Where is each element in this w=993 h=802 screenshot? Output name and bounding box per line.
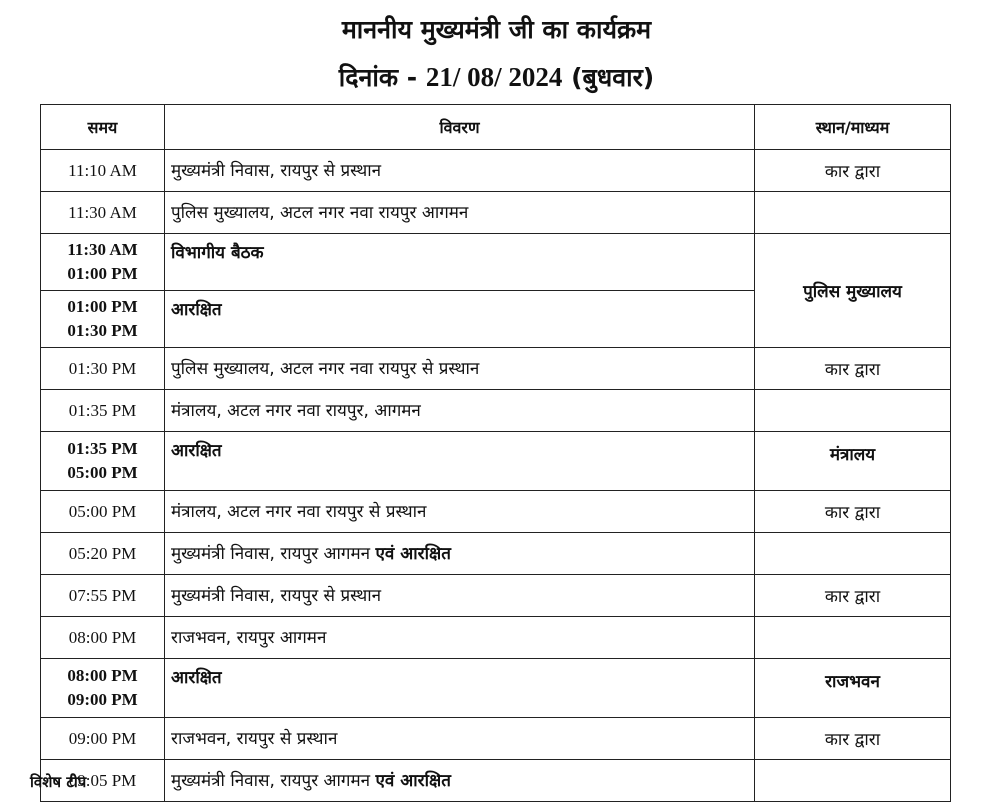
row-time: 09:00 PM <box>41 718 165 760</box>
row-place: कार द्वारा <box>755 150 951 192</box>
time-to: 05:00 PM <box>67 463 138 482</box>
table-row <box>41 432 951 491</box>
desc-text: मुख्यमंत्री निवास, रायपुर आगमन <box>171 770 371 791</box>
row-desc: आरक्षित <box>165 291 755 348</box>
time-from: 01:35 PM <box>67 439 138 458</box>
header-place: स्थान/माध्यम <box>755 105 951 150</box>
row-time: 05:20 PM <box>41 533 165 575</box>
row-time: 01:30 PM <box>41 348 165 390</box>
date-separator: - <box>406 63 418 92</box>
row-desc: विभागीय बैठक <box>165 234 755 291</box>
row-place: पुलिस मुख्यालय <box>755 234 951 348</box>
table-row <box>41 234 951 291</box>
row-place: कार द्वारा <box>755 491 951 533</box>
row-place: कार द्वारा <box>755 718 951 760</box>
row-time: 08:00 PM <box>41 617 165 659</box>
row-time-range <box>41 659 165 718</box>
schedule-title: माननीय मुख्यमंत्री जी का कार्यक्रम <box>341 15 652 44</box>
row-place <box>755 617 951 659</box>
table-row <box>41 390 951 432</box>
table-row <box>41 192 951 234</box>
table-row <box>41 348 951 390</box>
row-place: कार द्वारा <box>755 348 951 390</box>
row-time: 05:00 PM <box>41 491 165 533</box>
time-from: 08:00 PM <box>67 666 138 685</box>
row-place: राजभवन <box>755 659 951 718</box>
row-time: 09:05 PM <box>41 760 165 802</box>
row-desc <box>165 760 755 802</box>
table-row <box>41 718 951 760</box>
row-place <box>755 192 951 234</box>
table-row <box>41 150 951 192</box>
row-time: 11:30 AM <box>41 192 165 234</box>
table-row <box>41 575 951 617</box>
date-label: दिनांक <box>338 63 399 92</box>
row-place <box>755 760 951 802</box>
time-from: 11:30 AM <box>67 240 138 259</box>
row-time-range <box>41 432 165 491</box>
table-row <box>41 659 951 718</box>
row-desc <box>165 533 755 575</box>
row-time-range <box>41 291 165 348</box>
desc-bold-text: एवं आरक्षित <box>375 543 451 564</box>
row-desc: आरक्षित <box>165 659 755 718</box>
schedule-date-line <box>0 60 993 94</box>
row-desc: राजभवन, रायपुर आगमन <box>165 617 755 659</box>
footnote: विशेष टीप <box>30 773 87 791</box>
table-row <box>41 617 951 659</box>
row-desc: राजभवन, रायपुर से प्रस्थान <box>165 718 755 760</box>
header-details: विवरण <box>165 105 755 150</box>
row-place: कार द्वारा <box>755 575 951 617</box>
row-desc: मुख्यमंत्री निवास, रायपुर से प्रस्थान <box>165 575 755 617</box>
row-place <box>755 390 951 432</box>
row-desc: आरक्षित <box>165 432 755 491</box>
time-to: 01:30 PM <box>67 321 138 340</box>
date-value: 21/ 08/ 2024 <box>425 62 563 92</box>
row-time: 01:35 PM <box>41 390 165 432</box>
row-desc: मंत्रालय, अटल नगर नवा रायपुर, आगमन <box>165 390 755 432</box>
row-desc: मुख्यमंत्री निवास, रायपुर से प्रस्थान <box>165 150 755 192</box>
row-time-range <box>41 234 165 291</box>
table-header-row <box>41 105 951 150</box>
row-desc: मंत्रालय, अटल नगर नवा रायपुर से प्रस्थान <box>165 491 755 533</box>
desc-text: मुख्यमंत्री निवास, रायपुर आगमन <box>171 543 371 564</box>
table-row <box>41 533 951 575</box>
header-time: समय <box>41 105 165 150</box>
row-desc: पुलिस मुख्यालय, अटल नगर नवा रायपुर से प्रस्थान <box>165 348 755 390</box>
time-to: 01:00 PM <box>67 264 138 283</box>
desc-bold-text: एवं आरक्षित <box>375 770 451 791</box>
row-time: 07:55 PM <box>41 575 165 617</box>
table-row <box>41 760 951 802</box>
schedule-table <box>40 104 951 802</box>
row-desc: पुलिस मुख्यालय, अटल नगर नवा रायपुर आगमन <box>165 192 755 234</box>
weekday: (बुधवार) <box>571 63 655 92</box>
time-to: 09:00 PM <box>67 690 138 709</box>
row-time: 11:10 AM <box>41 150 165 192</box>
time-from: 01:00 PM <box>67 297 138 316</box>
table-row <box>41 491 951 533</box>
row-place <box>755 533 951 575</box>
row-place: मंत्रालय <box>755 432 951 491</box>
